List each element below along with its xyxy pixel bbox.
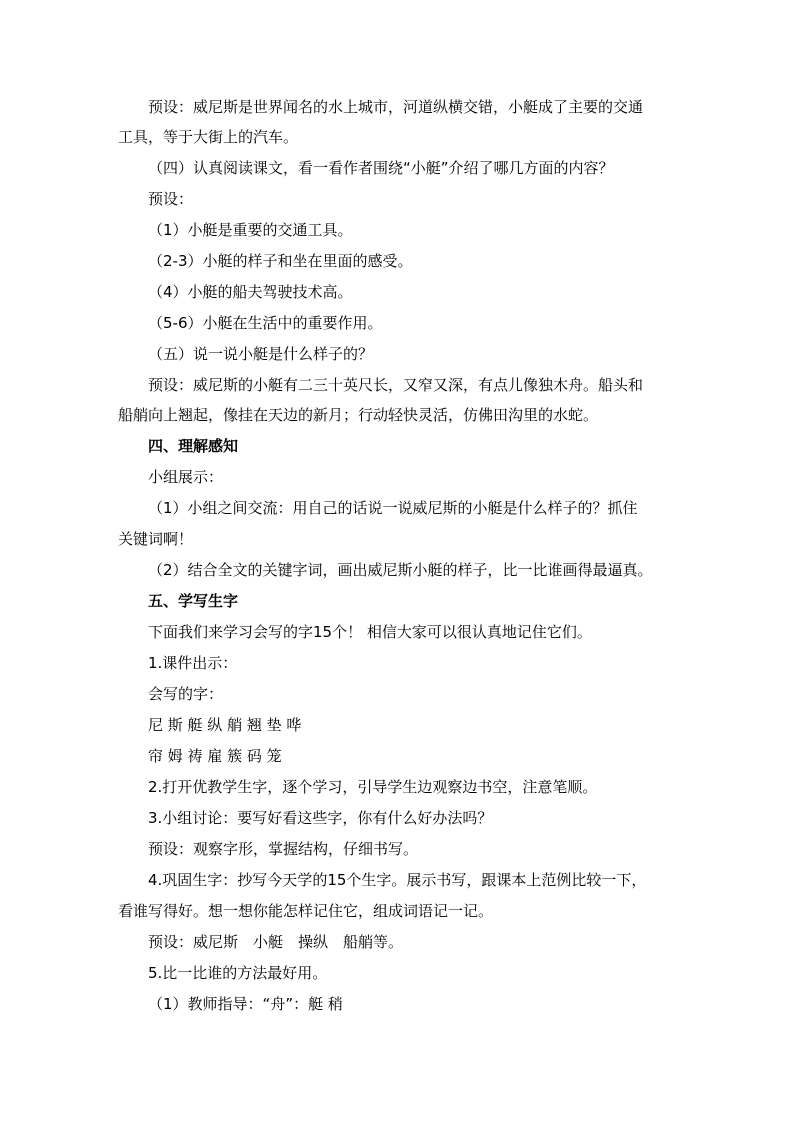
paragraph-line: 预设：威尼斯是世界闻名的水上城市，河道纵横交错，小艇成了主要的交通 [148, 98, 644, 116]
paragraph-line: 会写的字： [148, 685, 224, 703]
list-item: （2）结合全文的关键字词，画出威尼斯小艇的样子，比一比谁画得最逼真。 [148, 561, 653, 579]
paragraph-line: 小组展示： [148, 468, 224, 486]
list-item: （4）小艇的船夫驾驶技术高。 [148, 283, 353, 301]
paragraph-line: 预设： [148, 190, 194, 208]
paragraph-line: 船艄向上翘起，像挂在天边的新月；行动轻快灵活，仿佛田沟里的水蛇。 [118, 406, 599, 424]
list-item: （1）小组之间交流：用自己的话说一说威尼斯的小艇是什么样子的？抓住 [148, 499, 638, 517]
paragraph-line: 关键词啊！ [118, 530, 194, 548]
list-item: （1）教师指导：“舟”：艇 稍 [148, 995, 343, 1013]
list-item: （2-3）小艇的样子和坐在里面的感受。 [148, 252, 413, 270]
list-item: （1）小艇是重要的交通工具。 [148, 221, 353, 239]
section-heading: 五、学写生字 [148, 592, 239, 610]
paragraph-line: 1.课件出示： [148, 654, 238, 672]
paragraph-line: 看谁写得好。想一想你能怎样记住它，组成词语记一记。 [118, 902, 494, 920]
paragraph-line: 5.比一比谁的方法最好用。 [148, 964, 328, 982]
paragraph-line: 预设：观察字形，掌握结构，仔细书写。 [148, 840, 419, 858]
paragraph-line: 预设：威尼斯 小艇 操纵 船艄等。 [148, 933, 404, 951]
paragraph-line: （四）认真阅读课文，看一看作者围绕“小艇”介绍了哪几方面的内容？ [148, 159, 614, 177]
paragraph-line: 3.小组讨论：要写好看这些字，你有什么好办法吗？ [148, 809, 493, 827]
character-list: 帘 姆 祷 雇 簇 码 笼 [148, 747, 282, 765]
section-heading: 四、理解感知 [148, 437, 239, 455]
character-list: 尼 斯 艇 纵 艄 翘 垫 哗 [148, 716, 302, 734]
paragraph-line: 工具，等于大街上的汽车。 [118, 128, 299, 146]
paragraph-line: 预设：威尼斯的小艇有二三十英尺长，又窄又深，有点儿像独木舟。船头和 [148, 376, 644, 394]
paragraph-line: 4.巩固生字：抄写今天学的15个生字。展示书写，跟课本上范例比较一下， [148, 871, 647, 889]
paragraph-line: 2.打开优教学生字，逐个学习，引导学生边观察边书空，注意笔顺。 [148, 778, 598, 796]
paragraph-line: （五）说一说小艇是什么样子的？ [148, 345, 374, 363]
list-item: （5-6）小艇在生活中的重要作用。 [148, 314, 383, 332]
paragraph-line: 下面我们来学习会写的字15个！ 相信大家可以很认真地记住它们。 [148, 623, 592, 641]
